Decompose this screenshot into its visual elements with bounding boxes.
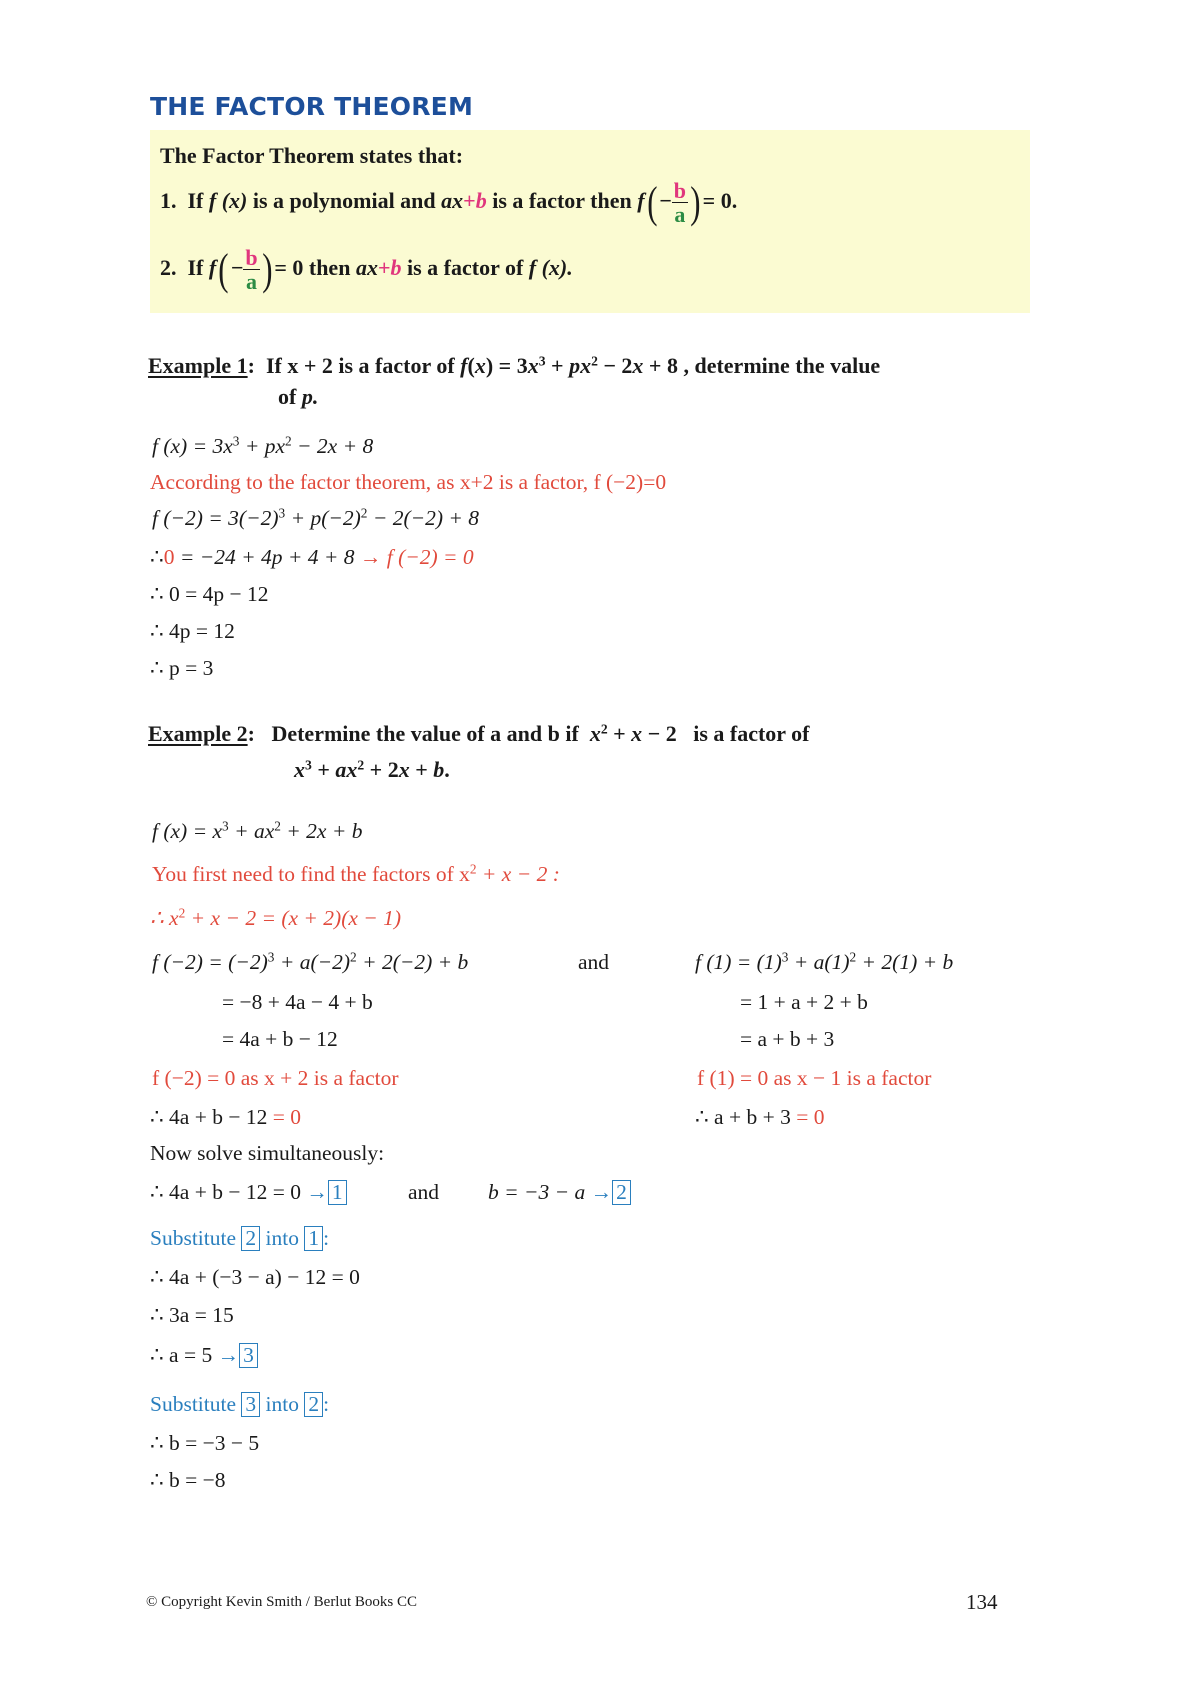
theorem-item-1: 1. If f (x) is a polynomial and ax+b is a factor then f(− $\frac{b}{a}$ )= 0. xyxy=(160,177,738,228)
ex2-line-1: f $(x) = x^3 + ax^2 + 2x + b$ xyxy=(152,818,363,843)
theorem-heading: The Factor Theorem states that: xyxy=(160,143,464,168)
ex2-substitute-2: Substitute 3 into 2 : xyxy=(150,1392,330,1416)
label-box-3: 3 xyxy=(239,1343,258,1368)
fraction: $\frac{b}{a}$ xyxy=(245,245,258,295)
ex2-step-2: ∴ 3a = 15 xyxy=(150,1303,234,1327)
fraction: $\frac{b}{a}$ xyxy=(673,178,687,228)
ex1-line-2: f $(-2) = 3(-2)^3 + p(-2)^2 - 2(-2) + 8$ xyxy=(152,505,480,530)
ex1-line-4: ∴ 0 = 4p − 12 xyxy=(150,582,269,606)
ex1-line-5: ∴ 4p = 12 xyxy=(150,619,235,643)
ex1-line-1: f $(x) = 3x^3 + px^2 - 2x + 8$ xyxy=(152,433,374,458)
ex2-equation-2: b = −3 − a → 2 xyxy=(488,1180,631,1205)
ex2-step-5: ∴ b = −8 xyxy=(150,1468,226,1492)
example-1-question-cont: of p. xyxy=(278,384,319,409)
ex2-note-2: ∴ $x^2 + x - 2 = (x + 2)(x - 1)$ xyxy=(150,905,402,930)
ex2-step-1: ∴ 4a + (−3 − a) − 12 = 0 xyxy=(150,1265,360,1289)
ex2-left-line-1: f $(-2) = (-2)^3 + a(-2)^2 + 2(-2) + b$ xyxy=(152,949,469,974)
page-title: THE FACTOR THEOREM xyxy=(150,92,474,121)
ex2-left-note: f (−2) = 0 as x + 2 is a factor xyxy=(152,1066,399,1090)
ex2-step-3: ∴ a = 5 → 3 xyxy=(150,1343,258,1368)
ex2-right-line-3: = a + b + 3 xyxy=(740,1027,835,1051)
label-box-1: 1 xyxy=(328,1180,347,1205)
ex1-line-6: ∴ p = 3 xyxy=(150,656,214,680)
ex2-left-line-3: = 4a + b − 12 xyxy=(222,1027,338,1051)
ex2-and: and xyxy=(578,950,610,974)
example-1-question: Example 1: If x + 2 is a factor of $f(x) = 3x^3 + px^2 - 2x + 8$ , determine the value xyxy=(148,353,881,378)
ex2-left-line-4: ∴ 4a + b − 12 = 0 xyxy=(150,1105,301,1129)
ex2-right-line-1: f $(1) = (1)^3 + a(1)^2 + 2(1) + b$ xyxy=(695,949,954,974)
ex2-equation-1: ∴ 4a + b − 12 = 0 → 1 xyxy=(150,1180,347,1205)
ex1-note: According to the factor theorem, as x+2 is a factor, f (−2)=0 xyxy=(150,470,667,494)
ex1-line-3: ∴0 = −24 + 4p + 4 + 8 → f (−2) = 0 xyxy=(150,545,474,569)
ex2-substitute-1: Substitute 2 into 1 : xyxy=(150,1226,330,1250)
example-2-question: Example 2: Determine the value of a and b if $x^2 + x - 2$ is a factor of xyxy=(148,721,810,746)
ex2-right-line-4: ∴ a + b + 3 = 0 xyxy=(695,1105,825,1129)
ex2-note-1: You first need to find the factors of $x^2 + x - 2$ : xyxy=(152,861,560,886)
ex2-and-2: and xyxy=(408,1180,440,1204)
example-2-question-cont: $x^3 + ax^2 + 2x + b$. xyxy=(294,757,450,782)
ex2-right-note: f (1) = 0 as x − 1 is a factor xyxy=(697,1066,932,1090)
ex2-step-4: ∴ b = −3 − 5 xyxy=(150,1431,260,1455)
label-box-2: 2 xyxy=(612,1180,631,1205)
copyright: © Copyright Kevin Smith / Berlut Books CC xyxy=(146,1594,417,1610)
ex2-solve-heading: Now solve simultaneously: xyxy=(150,1141,385,1165)
ex2-left-line-2: = −8 + 4a − 4 + b xyxy=(222,990,373,1014)
page-number: 134 xyxy=(966,1590,998,1614)
ex2-right-line-2: = 1 + a + 2 + b xyxy=(740,990,868,1014)
theorem-item-2: 2. If f(− $\frac{b}{a}$ )= 0 then ax+b is a factor of f (x). xyxy=(160,244,573,295)
